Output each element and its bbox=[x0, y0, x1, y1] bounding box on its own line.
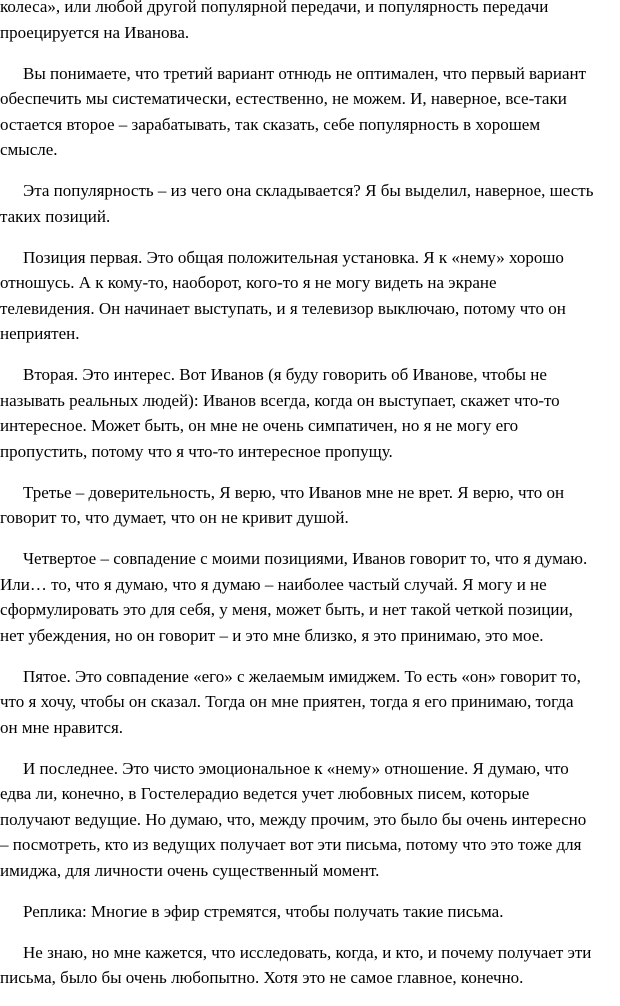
paragraph-line: Реплика: Многие в эфир стремятся, чтобы получать такие письма. bbox=[23, 901, 504, 921]
paragraph-line: неприятен. bbox=[0, 324, 80, 343]
paragraph-4 bbox=[0, 245, 620, 347]
paragraph-line: письма, было бы очень любопытно. Хотя это не самое главное, конечно. bbox=[0, 968, 524, 987]
paragraph-line: Не знаю, но мне кажется, что исследовать, когда, и кто, и почему получает эти bbox=[23, 942, 592, 962]
paragraph-line: он мне нравится. bbox=[0, 717, 124, 737]
paragraph-5 bbox=[0, 362, 620, 464]
paragraph-line: таких позиций. bbox=[0, 206, 111, 226]
paragraph-line: имиджа, для личности очень существенный момент. bbox=[0, 860, 380, 880]
paragraph-line: называть реальных людей): Иванов всегда, когда он выступает, скажет что-то bbox=[0, 390, 560, 410]
paragraph-10 bbox=[0, 899, 620, 925]
paragraph-line: что я хочу, чтобы он сказал. Тогда он мне приятен, тогда я его принимаю, тогда bbox=[0, 692, 574, 711]
paragraph-line: телевидения. Он начинает выступать, и я телевизор выключаю, потому что он bbox=[0, 298, 566, 318]
paragraph-6 bbox=[0, 480, 620, 531]
paragraph-line: обеспечить мы систематически, естественно, не можем. И, наверное, все-таки bbox=[0, 89, 567, 108]
paragraph-line: Пятое. Это совпадение «его» с желаемым имиджем. То есть «он» говорит то, bbox=[23, 666, 581, 686]
paragraph-line: интересное. Может быть, он мне не очень симпатичен, но я не могу его bbox=[0, 416, 519, 435]
paragraph-line: получают ведущие. Но думаю, что, между прочим, это было бы очень интересно bbox=[0, 809, 587, 829]
paragraph-line: нет убеждения, но он говорит – и это мне близко, я это принимаю, это мое. bbox=[0, 625, 544, 645]
paragraph-line: проецируется на Иванова. bbox=[0, 22, 190, 42]
paragraph-line: остается второе – зарабатывать, так сказать, себе популярность в хорошем bbox=[0, 114, 541, 134]
paragraph-line: смысле. bbox=[0, 140, 58, 159]
paragraph-line: пропустить, потому что я что-то интересное пропущу. bbox=[0, 441, 393, 461]
paragraph-9 bbox=[0, 756, 620, 884]
paragraph-line: Третье – доверительность, Я верю, что Иванов мне не врет. Я верю, что он bbox=[23, 482, 565, 502]
paragraph-line: Позиция первая. Это общая положительная установка. Я к «нему» хорошо bbox=[23, 247, 564, 267]
paragraph-2 bbox=[0, 61, 620, 163]
paragraph-line: колеса», или любой другой популярной передачи, и популярность передачи bbox=[0, 0, 549, 16]
paragraph-line: И последнее. Это чисто эмоциональное к «нему» отношение. Я думаю, что bbox=[23, 758, 569, 778]
paragraph-11 bbox=[0, 940, 620, 991]
paragraph-8 bbox=[0, 664, 620, 741]
paragraph-line: сформулировать это для себя, у меня, может быть, и нет такой четкой позиции, bbox=[0, 600, 573, 619]
paragraph-line: – посмотреть, кто из ведущих получает вот эти письма, потому что это тоже для bbox=[0, 835, 582, 854]
paragraph-line: Вторая. Это интерес. Вот Иванов (я буду говорить об Иванове, чтобы не bbox=[23, 365, 547, 384]
paragraph-line: Эта популярность – из чего она складывается? Я бы выделил, наверное, шесть bbox=[23, 181, 594, 200]
paragraph-line: отношусь. А к кому-то, наоборот, кого-то я не могу видеть на экране bbox=[0, 273, 497, 292]
paragraph-line: Или… то, что я думаю, что я думаю – наиболее частый случай. Я могу и не bbox=[0, 574, 547, 594]
paragraph-line: Вы понимаете, что третий вариант отнюдь не оптимален, что первый вариант bbox=[23, 63, 587, 83]
paragraph-line: Четвертое – совпадение с моими позициями, Иванов говорит то, что я думаю. bbox=[23, 549, 588, 568]
paragraph-3 bbox=[0, 178, 620, 229]
paragraph-1 bbox=[0, 0, 620, 45]
paragraph-line: говорит то, что думает, что он не кривит душой. bbox=[0, 508, 349, 527]
paragraph-line: едва ли, конечно, в Гостелерадио ведется учет любовных писем, которые bbox=[0, 784, 530, 803]
paragraph-7 bbox=[0, 546, 620, 648]
